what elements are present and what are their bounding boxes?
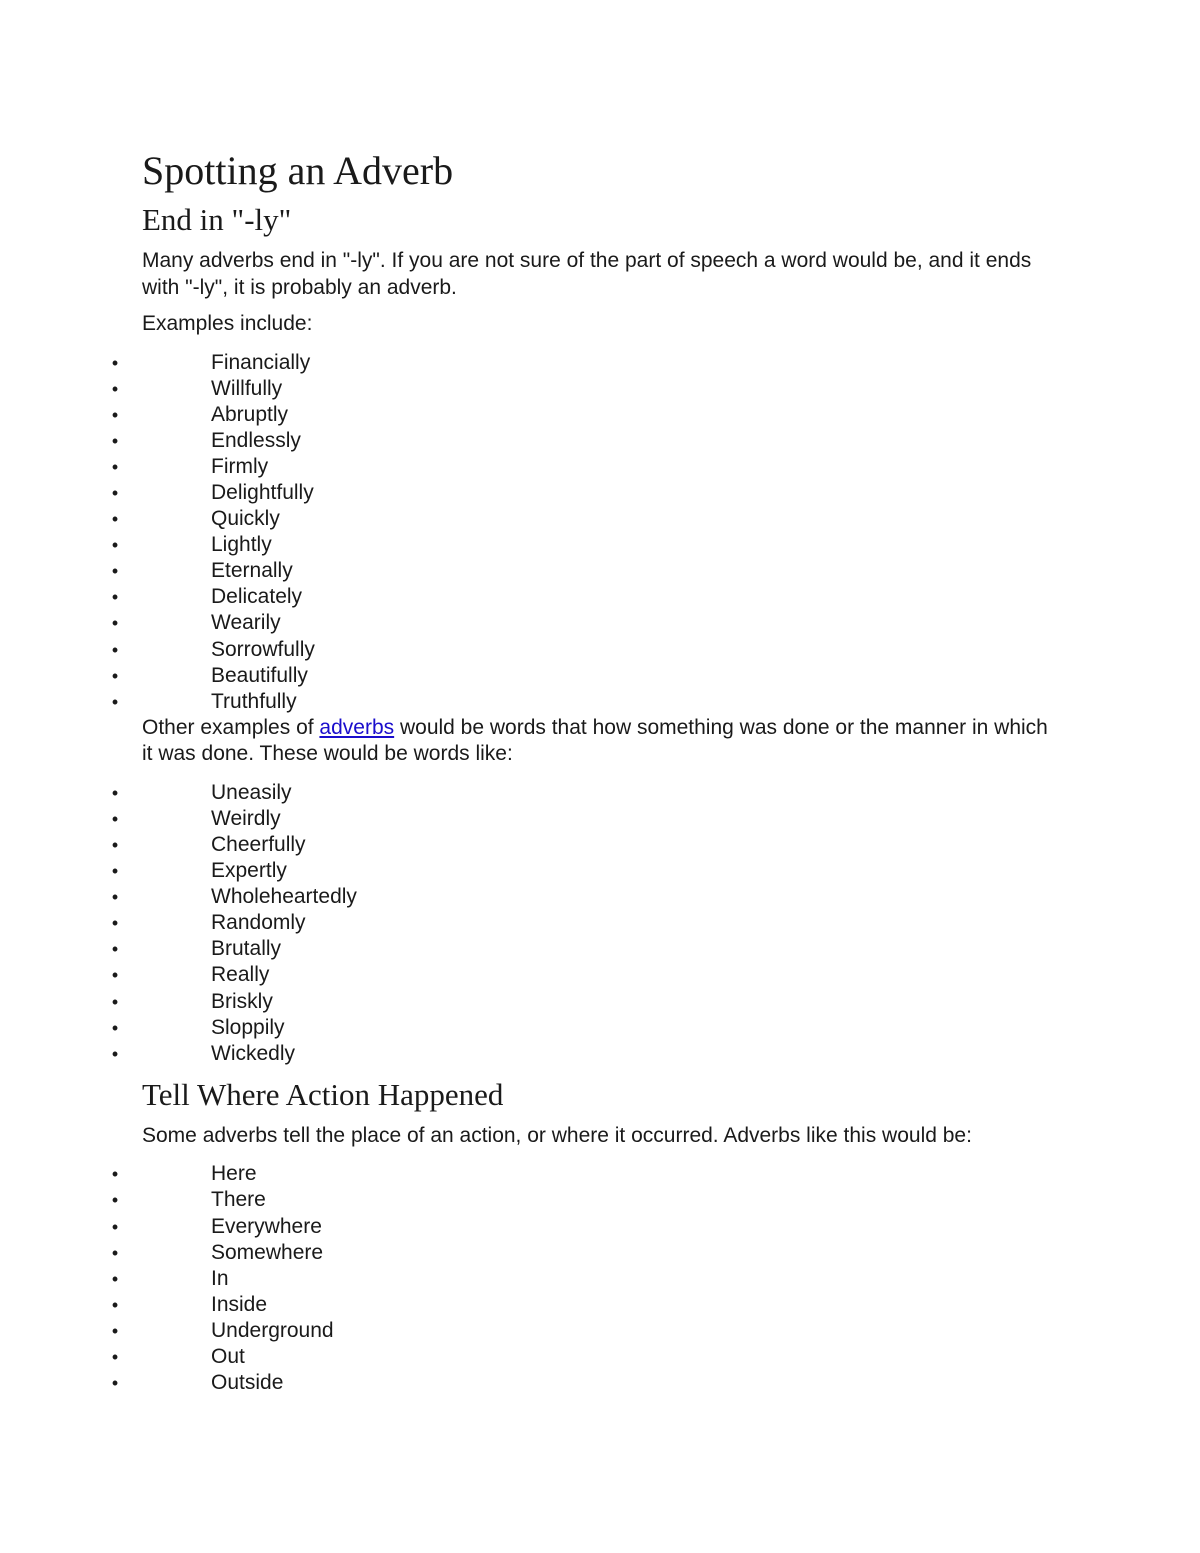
bullet-icon: •: [111, 1164, 119, 1185]
list-item-text: Wearily: [211, 611, 281, 635]
list-item: [111, 1344, 1062, 1370]
list-item-text: Here: [211, 1162, 257, 1186]
bullet-icon: •: [111, 1347, 119, 1367]
list-item: [111, 584, 1062, 610]
list-item-text: Cheerfully: [211, 833, 306, 856]
list-item-text: Financially: [211, 350, 311, 374]
bullet-icon: •: [111, 1242, 119, 1263]
list-item-text: Delicately: [211, 585, 303, 609]
list-item-text: Truthfully: [211, 689, 297, 713]
list-item-text: Weirdly: [211, 806, 281, 830]
list-item-text: Outside: [211, 1371, 284, 1395]
list-item: [111, 884, 1062, 910]
list-item: [111, 936, 1062, 962]
list-item-text: Out: [211, 1345, 245, 1368]
bullet-icon: •: [111, 587, 119, 608]
bullet-icon: •: [111, 639, 119, 660]
adverbs-link[interactable]: adverbs: [319, 715, 395, 739]
list-item-text: Brutally: [211, 937, 282, 961]
list-item: [111, 1015, 1062, 1041]
bullet-icon: •: [111, 1017, 119, 1038]
list-item: [111, 832, 1062, 858]
ly-adverb-list: [111, 350, 1062, 715]
list-item-text: Wickedly: [211, 1041, 296, 1065]
list-item-text: Uneasily: [211, 780, 292, 804]
list-item-text: Endlessly: [211, 428, 301, 452]
bullet-icon: •: [111, 378, 119, 399]
other-examples-text-before: Other examples of: [142, 715, 320, 739]
section-heading-ly: End in "-ly": [142, 202, 292, 237]
list-item-text: Expertly: [211, 859, 287, 883]
list-item-text: Briskly: [211, 989, 273, 1013]
bullet-icon: •: [111, 939, 119, 960]
bullet-icon: •: [111, 991, 119, 1012]
list-item-text: Inside: [211, 1292, 268, 1316]
list-item: [111, 1370, 1062, 1396]
list-item-text: In: [211, 1266, 229, 1290]
list-item: [111, 806, 1062, 832]
list-item-text: Lightly: [211, 533, 272, 557]
list-item: [111, 989, 1062, 1015]
section-where-intro: Some adverbs tell the place of an action, or where it occurred. Adverbs like this would be:: [142, 1123, 972, 1147]
list-item-text: Willfully: [211, 376, 283, 400]
other-examples-text-after: would be words that how something was done or the manner in which it was done. These would be words like:: [142, 715, 1048, 766]
list-item-text: Sorrowfully: [211, 637, 315, 661]
bullet-icon: •: [111, 509, 119, 530]
bullet-icon: •: [111, 782, 119, 803]
list-item: [111, 689, 1062, 715]
bullet-icon: •: [111, 456, 119, 477]
list-item: [111, 1187, 1062, 1213]
list-item: [111, 1266, 1062, 1292]
bullet-icon: •: [111, 1294, 119, 1315]
bullet-icon: •: [111, 482, 119, 503]
list-item-text: Abruptly: [211, 402, 289, 426]
list-item-text: Eternally: [211, 559, 293, 583]
list-item: [111, 350, 1062, 376]
list-item: [111, 1318, 1062, 1344]
list-item-text: There: [211, 1188, 266, 1212]
list-item: [111, 610, 1062, 636]
bullet-icon: •: [111, 861, 119, 882]
list-item-text: Firmly: [211, 454, 269, 478]
list-item-text: Beautifully: [211, 663, 308, 687]
list-item-text: Delightfully: [211, 480, 314, 504]
list-item: [111, 376, 1062, 402]
list-item-text: Wholeheartedly: [211, 885, 357, 909]
list-item: [111, 780, 1062, 806]
list-item-text: Underground: [211, 1318, 334, 1342]
bullet-icon: •: [111, 535, 119, 556]
bullet-icon: •: [111, 808, 119, 829]
bullet-icon: •: [111, 665, 119, 686]
other-examples-paragraph: [142, 715, 1062, 768]
section-ly-intro: Many adverbs end in "-ly". If you are not sure of the part of speech a word would be, and it ends with "-ly", it is probably an adverb.: [142, 249, 1032, 299]
section-heading-where: Tell Where Action Happened: [142, 1076, 504, 1112]
bullet-icon: •: [111, 835, 119, 855]
bullet-icon: •: [111, 1373, 119, 1394]
examples-label: Examples include:: [142, 312, 313, 335]
bullet-icon: •: [111, 1043, 119, 1064]
list-item: [111, 663, 1062, 689]
bullet-icon: •: [111, 613, 119, 634]
bullet-icon: •: [111, 965, 119, 986]
manner-adverb-list: [111, 780, 1062, 1067]
list-item: [111, 532, 1062, 558]
bullet-icon: •: [111, 1190, 119, 1211]
list-item: [111, 480, 1062, 506]
list-item: [111, 1214, 1062, 1240]
list-item: [111, 637, 1062, 663]
list-item: [111, 1041, 1062, 1067]
list-item: [111, 962, 1062, 988]
list-item: [111, 402, 1062, 428]
bullet-icon: •: [111, 561, 119, 582]
list-item: [111, 506, 1062, 532]
list-item: [111, 1292, 1062, 1318]
list-item: [111, 858, 1062, 884]
document-page: [111, 148, 1062, 1396]
list-item: [111, 910, 1062, 936]
place-adverb-list: [111, 1161, 1062, 1396]
bullet-icon: •: [111, 1268, 119, 1289]
list-item-text: Everywhere: [211, 1214, 322, 1238]
page-title: Spotting an Adverb: [142, 148, 454, 193]
list-item: [111, 558, 1062, 584]
bullet-icon: •: [111, 887, 119, 908]
bullet-icon: •: [111, 691, 119, 712]
bullet-icon: •: [111, 913, 119, 934]
list-item-text: Somewhere: [211, 1240, 324, 1264]
list-item: [111, 454, 1062, 480]
list-item-text: Quickly: [211, 507, 280, 531]
list-item: [111, 1240, 1062, 1266]
list-item: [111, 1161, 1062, 1187]
list-item-text: Sloppily: [211, 1015, 285, 1039]
bullet-icon: •: [111, 1216, 119, 1237]
bullet-icon: •: [111, 404, 119, 425]
list-item: [111, 428, 1062, 454]
bullet-icon: •: [111, 352, 119, 373]
list-item-text: Really: [211, 963, 270, 987]
bullet-icon: •: [111, 1320, 119, 1341]
list-item-text: Randomly: [211, 911, 306, 935]
bullet-icon: •: [111, 430, 119, 451]
